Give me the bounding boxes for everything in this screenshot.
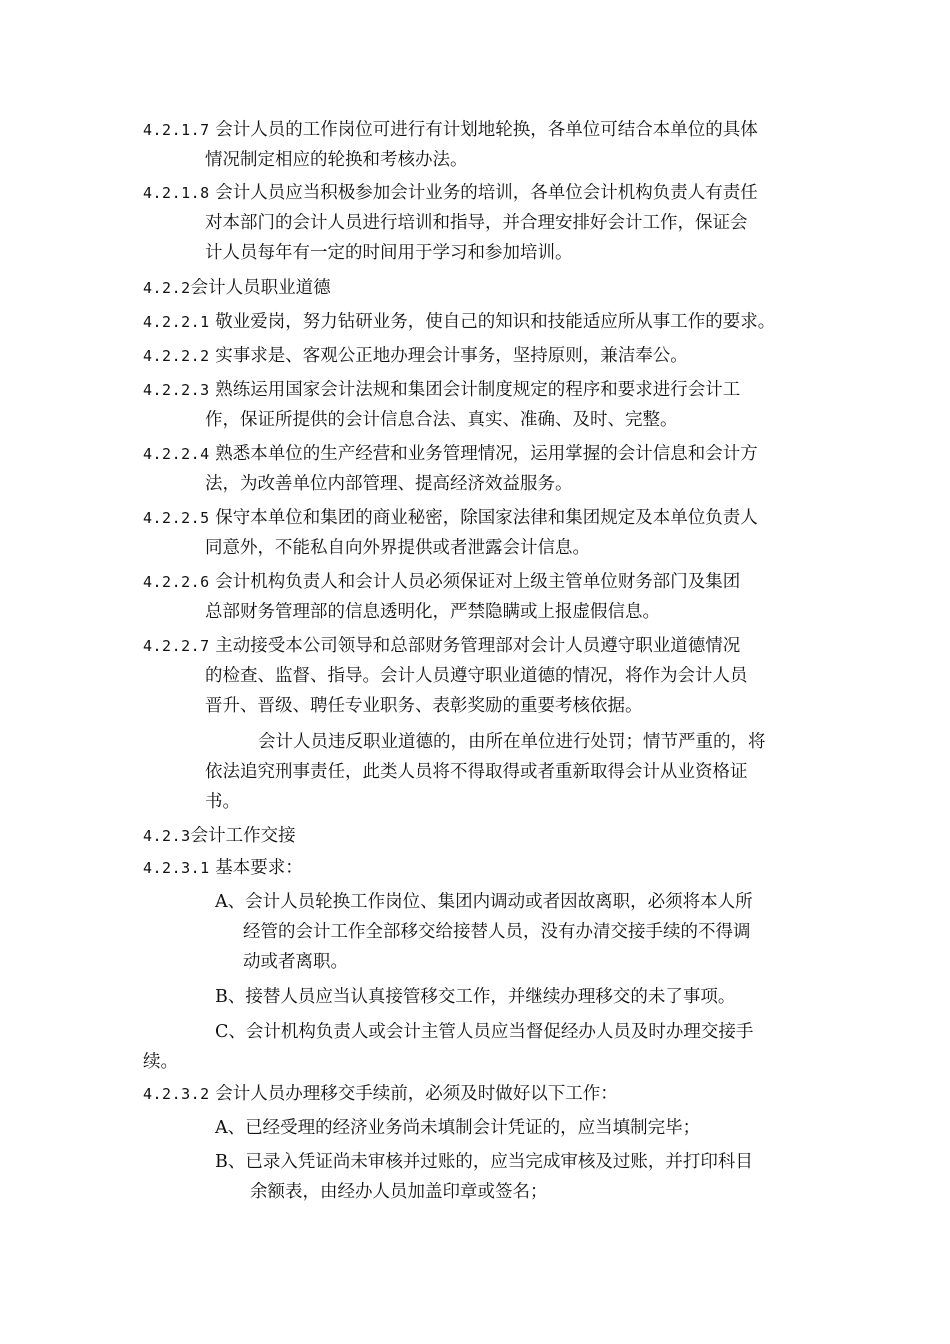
clause-text-line: 的检查、监督、指导。会计人员遵守职业道德的情况，将作为会计人员 xyxy=(205,666,748,686)
clause-text-line: 熟练运用国家会计法规和集团会计制度规定的程序和要求进行会计工 xyxy=(215,380,741,400)
clause-text-line: 法，为改善单位内部管理、提高经济效益服务。 xyxy=(205,474,573,494)
clause-text-line: 会计人员办理移交手续前，必须及时做好以下工作： xyxy=(215,1084,618,1104)
clause-text-line: 计人员每年有一定的时间用于学习和参加培训。 xyxy=(205,243,573,263)
clause-4-2-1-7 xyxy=(143,115,758,175)
clause-text-line: 主动接受本公司领导和总部财务管理部对会计人员遵守职业道德情况 xyxy=(215,636,741,656)
clause-number: 4.2.2.1 xyxy=(143,313,210,331)
clause-number: 4.2.2.4 xyxy=(143,445,210,463)
list-item-text-line: 续。 xyxy=(143,1052,178,1072)
clause-text-line: 敬业爱岗，努力钻研业务，使自己的知识和技能适应所从事工作的要求。 xyxy=(215,312,776,332)
clause-4-2-2-2 xyxy=(143,341,688,371)
clause-number: 4.2.2.6 xyxy=(143,573,210,591)
list-item-text-line: C、会计机构负责人或会计主管人员应当督促经办人员及时办理交接手 xyxy=(215,1022,754,1042)
clause-4-2-2-4 xyxy=(143,439,758,499)
clause-text-line: 情况制定相应的轮换和考核办法。 xyxy=(205,150,468,170)
section-heading-4-2-3 xyxy=(143,821,296,851)
list-item-text-line: 动或者离职。 xyxy=(243,952,348,972)
clause-4-2-1-8 xyxy=(143,178,758,268)
clause-4-2-2-5 xyxy=(143,503,758,563)
clause-4-2-3-1 xyxy=(143,853,303,883)
clause-text-line: 对本部门的会计人员进行培训和指导，并合理安排好会计工作，保证会 xyxy=(205,213,748,233)
clause-number: 4.2.2.7 xyxy=(143,637,210,655)
section-number: 4.2.3 xyxy=(143,827,191,845)
clause-text-line: 实事求是、客观公正地办理会计事务，坚持原则，兼洁奉公。 xyxy=(215,346,688,366)
clause-text-line: 会计机构负责人和会计人员必须保证对上级主管单位财务部门及集团 xyxy=(215,572,741,592)
clause-4-2-3-2 xyxy=(143,1079,618,1109)
list-item-c xyxy=(143,1017,753,1077)
list-item-text-line: 余额表，由经办人员加盖印章或签名； xyxy=(250,1182,548,1202)
clause-text-line: 会计人员的工作岗位可进行有计划地轮换，各单位可结合本单位的具体 xyxy=(215,120,758,140)
clause-number: 4.2.3.2 xyxy=(143,1085,210,1103)
paragraph-text-line: 依法追究刑事责任，此类人员将不得取得或者重新取得会计从业资格证 xyxy=(205,762,748,782)
clause-text-line: 同意外，不能私自向外界提供或者泄露会计信息。 xyxy=(205,538,590,558)
section-title: 会计工作交接 xyxy=(190,826,296,846)
list-item-a xyxy=(215,887,753,977)
clause-text-line: 保守本单位和集团的商业秘密，除国家法律和集团规定及本单位负责人 xyxy=(215,508,758,528)
clause-number: 4.2.2.2 xyxy=(143,347,210,365)
list-item-a xyxy=(215,1113,700,1143)
list-item-text-line: B、已录入凭证尚未审核并过账的，应当完成审核及过账，并打印科目 xyxy=(215,1152,753,1172)
clause-text-line: 熟悉本单位的生产经营和业务管理情况，运用掌握的会计信息和会计方 xyxy=(215,444,758,464)
clause-4-2-2-7 xyxy=(143,631,748,721)
clause-4-2-2-1 xyxy=(143,307,775,337)
list-item-b xyxy=(215,1147,753,1207)
list-item-text-line: B、接替人员应当认真接管移交工作，并继续办理移交的未了事项。 xyxy=(215,987,736,1007)
clause-number: 4.2.1.8 xyxy=(143,184,210,202)
violation-paragraph xyxy=(205,727,766,817)
clause-text-line: 会计人员应当积极参加会计业务的培训，各单位会计机构负责人有责任 xyxy=(215,183,758,203)
clause-text-line: 作，保证所提供的会计信息合法、真实、准确、及时、完整。 xyxy=(205,410,678,430)
section-title: 会计人员职业道德 xyxy=(190,278,331,298)
section-number: 4.2.2 xyxy=(143,279,191,297)
clause-number: 4.2.3.1 xyxy=(143,859,210,877)
list-item-text-line: A、已经受理的经济业务尚未填制会计凭证的，应当填制完毕； xyxy=(215,1118,701,1138)
section-heading-4-2-2 xyxy=(143,273,331,303)
clause-number: 4.2.1.7 xyxy=(143,121,210,139)
list-item-text-line: A、会计人员轮换工作岗位、集团内调动或者因故离职，必须将本人所 xyxy=(215,892,753,912)
clause-text-line: 总部财务管理部的信息透明化，严禁隐瞒或上报虚假信息。 xyxy=(205,602,660,622)
clause-number: 4.2.2.3 xyxy=(143,381,210,399)
clause-text-line: 晋升、晋级、聘任专业职务、表彰奖励的重要考核依据。 xyxy=(205,696,643,716)
clause-text-line: 基本要求： xyxy=(215,858,303,878)
paragraph-text-line: 会计人员违反职业道德的，由所在单位进行处罚；情节严重的，将 xyxy=(258,732,766,752)
list-item-b xyxy=(215,982,735,1012)
clause-4-2-2-6 xyxy=(143,567,740,627)
clause-number: 4.2.2.5 xyxy=(143,509,210,527)
list-item-text-line: 经管的会计工作全部移交给接替人员，没有办清交接手续的不得调 xyxy=(243,922,751,942)
clause-4-2-2-3 xyxy=(143,375,740,435)
paragraph-text-line: 书。 xyxy=(205,792,240,812)
